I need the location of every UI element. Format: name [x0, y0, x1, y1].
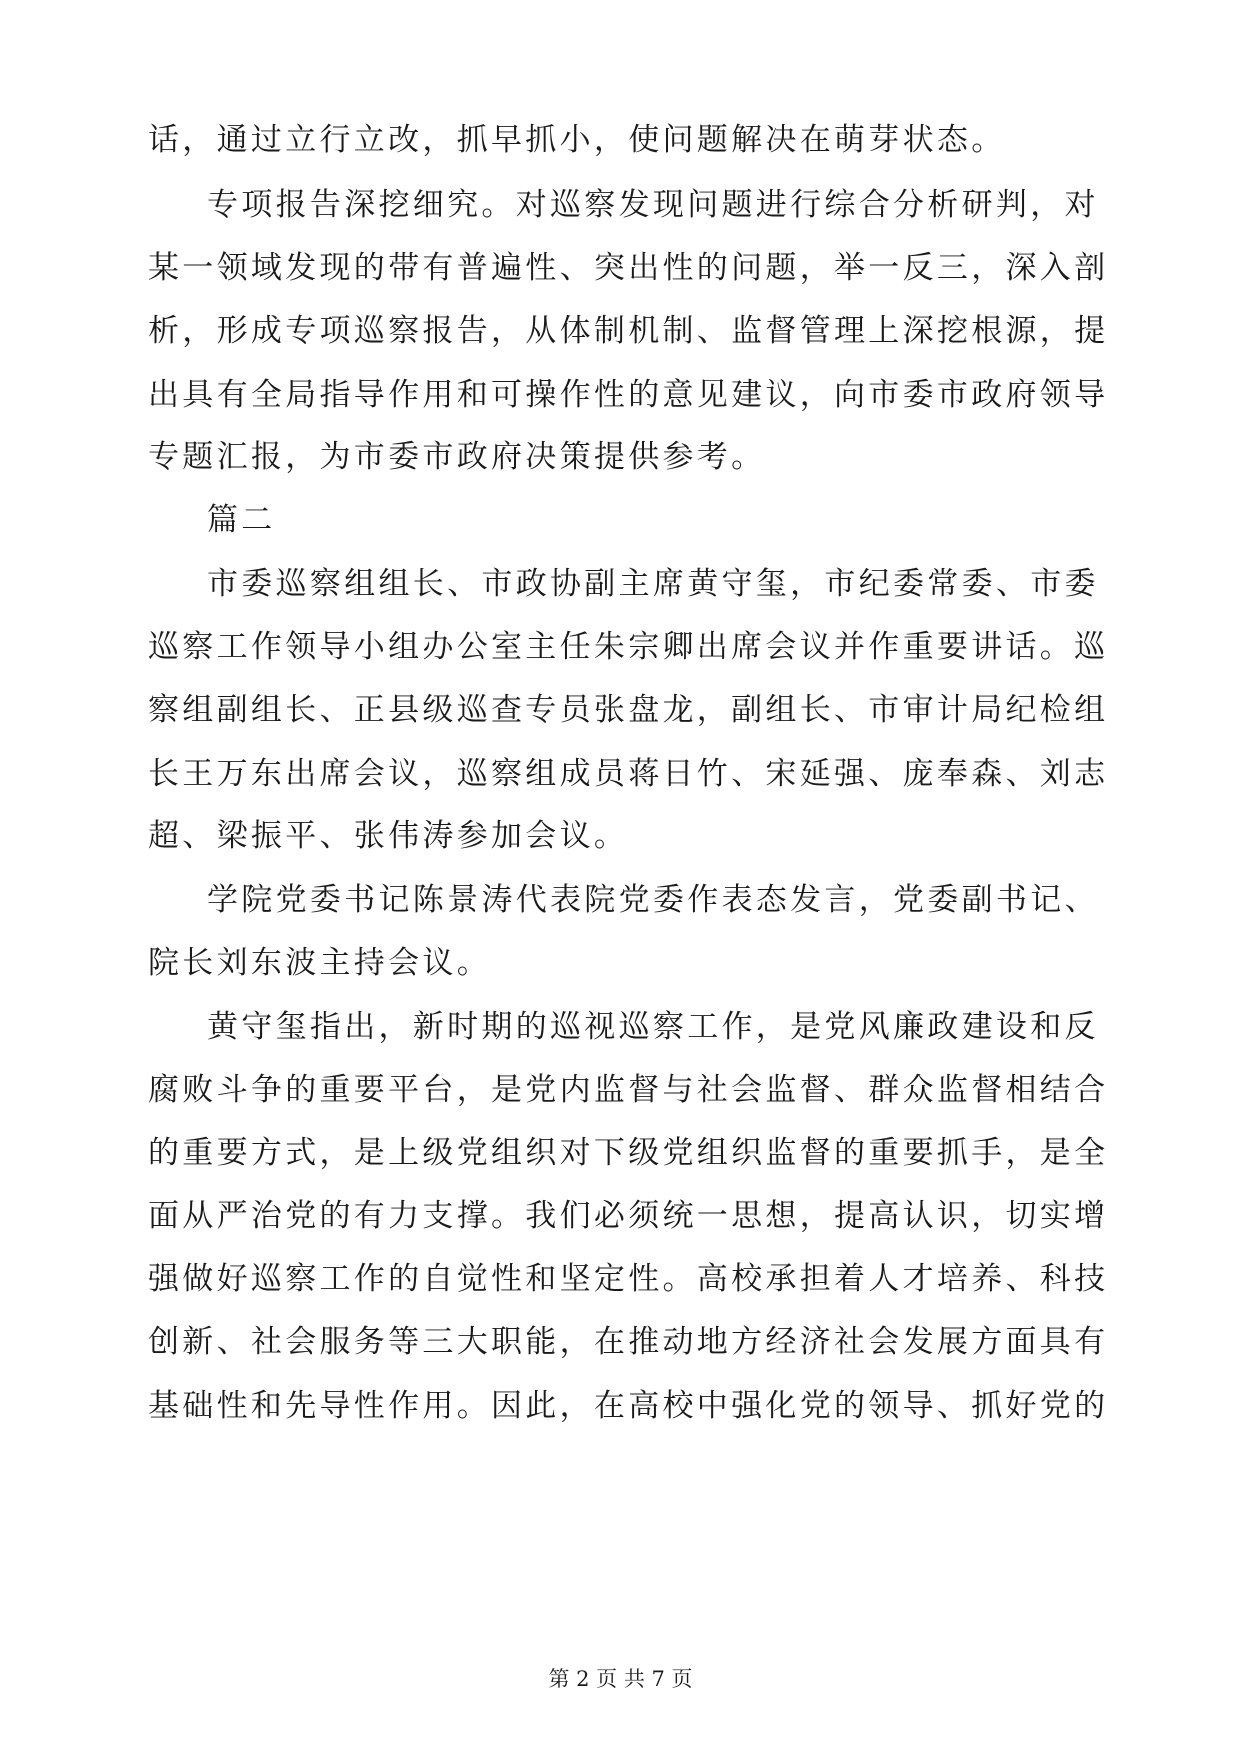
body-line: 专项报告深挖细究。对巡察发现问题进行综合分析研判，对 [207, 187, 1099, 223]
body-line: 黄守玺指出，新时期的巡视巡察工作，是党风廉政建设和反 [207, 1009, 1099, 1045]
body-line: 长王万东出席会议，巡察组成员蒋日竹、宋延强、庞奉森、刘志 [148, 756, 1109, 792]
body-line: 强做好巡察工作的自觉性和坚定性。高校承担着人才培养、科技 [148, 1261, 1109, 1297]
body-line: 察组副组长、正县级巡查专员张盘龙，副组长、市审计局纪检组 [148, 692, 1109, 728]
body-line: 面从严治党的有力支撑。我们必须统一思想，提高认识，切实增 [148, 1198, 1109, 1234]
body-line: 的重要方式，是上级党组织对下级党组织监督的重要抓手，是全 [148, 1135, 1109, 1171]
body-line: 市委巡察组组长、市政协副主席黄守玺，市纪委常委、市委 [207, 566, 1099, 602]
body-line: 某一领域发现的带有普遍性、突出性的问题，举一反三，深入剖 [148, 250, 1109, 286]
body-line: 学院党委书记陈景涛代表院党委作表态发言，党委副书记、 [207, 882, 1099, 918]
body-line: 析，形成专项巡察报告，从体制机制、监督管理上深挖根源，提 [148, 313, 1109, 349]
body-line: 出具有全局指导作用和可操作性的意见建议，向市委市政府领导 [148, 377, 1109, 413]
body-line: 巡察工作领导小组办公室主任朱宗卿出席会议并作重要讲话。巡 [148, 629, 1109, 665]
body-line: 创新、社会服务等三大职能，在推动地方经济社会发展方面具有 [148, 1324, 1109, 1360]
body-line: 腐败斗争的重要平台，是党内监督与社会监督、群众监督相结合 [148, 1072, 1109, 1108]
body-line: 院长刘东波主持会议。 [148, 945, 491, 981]
body-line: 基础性和先导性作用。因此，在高校中强化党的领导、抓好党的 [148, 1388, 1109, 1424]
body-line: 话，通过立行立改，抓早抓小，使问题解决在萌芽状态。 [148, 122, 1006, 158]
body-line: 专题汇报，为市委市政府决策提供参考。 [148, 439, 766, 475]
page-footer: 第 2 页 共 7 页 [548, 1667, 693, 1691]
body-line: 超、梁振平、张伟涛参加会议。 [148, 818, 629, 854]
section-heading: 篇二 [207, 502, 276, 538]
